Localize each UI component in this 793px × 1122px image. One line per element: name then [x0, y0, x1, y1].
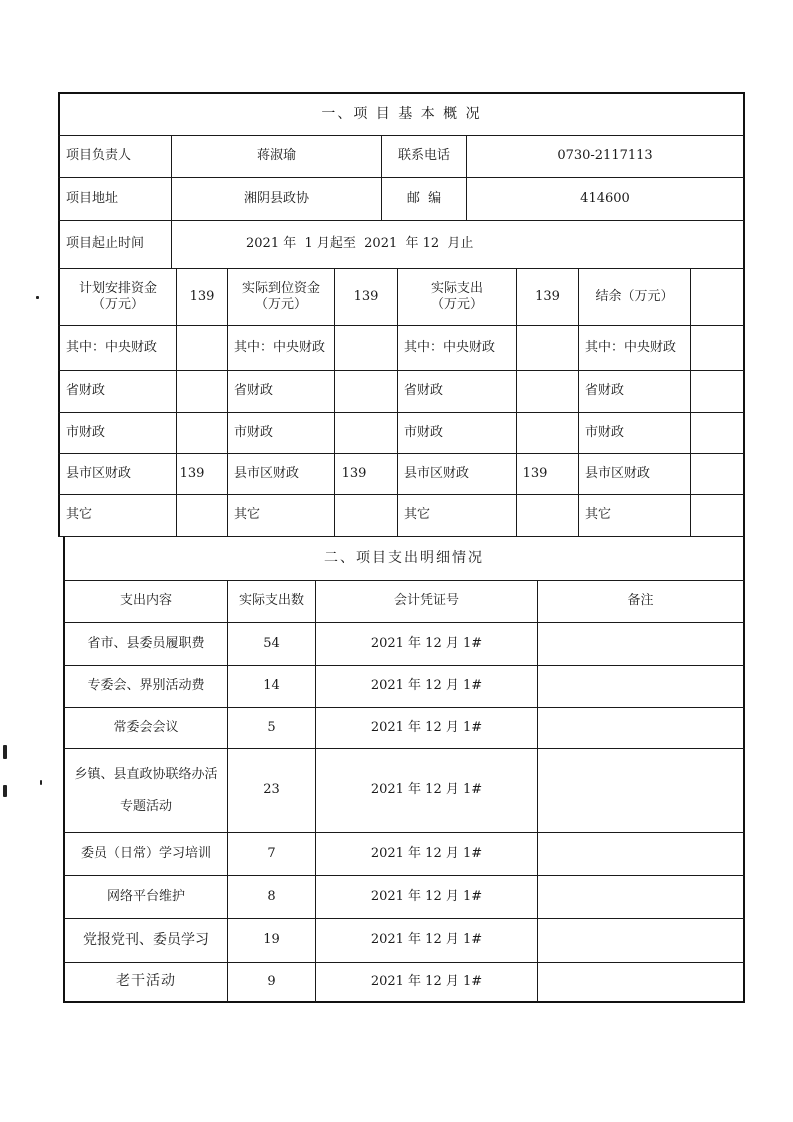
detail-row-6-content: 网络平台维护 — [106, 888, 185, 904]
detail-row-8-content: 老干活动 — [116, 973, 176, 990]
received-funds-value: 139 — [353, 288, 379, 304]
detail-row-4-content — [65, 749, 227, 832]
funds-row-province-c1: 省财政 — [66, 383, 106, 399]
detail-row-3-amount: 5 — [267, 719, 276, 735]
funds-row-county-v3: 139 — [522, 465, 548, 481]
funds-row-county-c1: 县市区财政 — [66, 465, 132, 481]
funds-row-city-c3: 市财政 — [404, 424, 444, 440]
detail-row-8-amount: 9 — [267, 973, 276, 989]
detail-row-3-content: 常委会会议 — [113, 719, 179, 735]
funds-row-city-c1: 市财政 — [66, 424, 106, 440]
detail-row-7-amount: 19 — [263, 932, 280, 948]
header-content: 支出内容 — [119, 593, 172, 609]
funds-row-county-c4: 县市区财政 — [585, 465, 651, 481]
scan-speck — [40, 780, 42, 785]
planned-funds-label — [60, 269, 176, 325]
funds-row-central-c3: 其中：中央财政 — [404, 339, 496, 355]
spent-funds-value: 139 — [535, 288, 560, 304]
spent-funds-label-line1: 实际支出 — [430, 280, 483, 296]
funds-row-central-c2: 其中：中央财政 — [234, 339, 326, 355]
detail-row-2-amount: 14 — [263, 678, 280, 694]
period-label: 项目起止时间 — [66, 236, 145, 252]
funds-row-other-c1: 其它 — [66, 507, 93, 523]
funds-row-other-c2: 其它 — [234, 507, 261, 523]
funds-row-province-c3: 省财政 — [404, 383, 444, 399]
header-amount: 实际支出数 — [238, 593, 304, 609]
period-value: 2021 年 1 月起至 2021 年 12 月止 — [246, 236, 474, 252]
detail-row-4-voucher: 2021 年 12 月 1# — [370, 782, 483, 798]
detail-row-5-voucher: 2021 年 12 月 1# — [370, 845, 483, 861]
funds-row-province-c2: 省财政 — [234, 383, 274, 399]
postcode-label: 邮 编 — [406, 190, 442, 206]
phone-label: 联系电话 — [397, 148, 450, 164]
detail-row-4-amount: 23 — [263, 782, 280, 798]
detail-row-7-voucher: 2021 年 12 月 1# — [370, 932, 483, 948]
postcode-value: 414600 — [580, 190, 630, 206]
spent-funds-label-line2: （万元） — [430, 297, 483, 312]
funds-row-other-c4: 其它 — [585, 507, 612, 523]
detail-row-6-amount: 8 — [267, 888, 276, 904]
detail-row-1-content: 省市、县委员履职费 — [87, 635, 205, 651]
scan-speck — [3, 745, 7, 759]
section-1-title: 一、项 目 基 本 概 况 — [321, 105, 482, 122]
rule — [690, 268, 691, 536]
table-border-bottom — [63, 1001, 745, 1003]
leader-label: 项目负责人 — [66, 148, 132, 164]
funds-row-other-c3: 其它 — [404, 507, 431, 523]
planned-funds-label-line1: 计划安排资金 — [78, 280, 157, 296]
detail-row-3-voucher: 2021 年 12 月 1# — [370, 719, 483, 735]
planned-funds-value: 139 — [189, 288, 215, 304]
funds-row-province-c4: 省财政 — [585, 383, 625, 399]
section-2-title: 二、项目支出明细情况 — [324, 549, 484, 566]
detail-row-6-voucher: 2021 年 12 月 1# — [370, 888, 483, 904]
table-border-right — [743, 92, 745, 1002]
leader-value: 蒋淑瑜 — [256, 148, 296, 164]
planned-funds-label-line2: （万元） — [91, 297, 144, 312]
phone-value: 0730-2117113 — [557, 148, 653, 164]
detail-row-2-voucher: 2021 年 12 月 1# — [370, 678, 483, 694]
funds-row-city-c2: 市财政 — [234, 424, 274, 440]
scan-speck — [3, 785, 7, 797]
balance-label: 结余（万元） — [595, 288, 674, 304]
funds-row-county-c3: 县市区财政 — [404, 465, 470, 481]
detail-row-8-voucher: 2021 年 12 月 1# — [370, 973, 483, 989]
funds-row-central-c4: 其中：中央财政 — [585, 339, 677, 355]
rule — [171, 220, 172, 268]
detail-row-5-content: 委员（日常）学习培训 — [80, 845, 211, 861]
detail-row-1-amount: 54 — [263, 635, 280, 651]
received-funds-label-line2: （万元） — [254, 297, 307, 312]
detail-row-2-content: 专委会、界别活动费 — [87, 678, 205, 694]
funds-row-county-v1: 139 — [179, 465, 205, 481]
header-note: 备注 — [627, 593, 654, 609]
scan-speck — [36, 296, 39, 299]
detail-row-4-content-line1: 乡镇、县直政协联络办活 — [74, 767, 218, 783]
header-voucher: 会计凭证号 — [393, 593, 459, 609]
received-funds-label — [228, 269, 334, 325]
funds-row-county-c2: 县市区财政 — [234, 465, 300, 481]
funds-row-county-v2: 139 — [341, 465, 367, 481]
detail-row-7-content: 党报党刊、委员学习 — [83, 931, 209, 948]
rule — [537, 580, 538, 1002]
received-funds-label-line1: 实际到位资金 — [241, 280, 320, 296]
detail-row-5-amount: 7 — [267, 845, 276, 861]
address-value: 湘阴县政协 — [243, 190, 309, 206]
detail-row-4-content-line2: 专题活动 — [119, 798, 172, 814]
funds-row-city-c4: 市财政 — [585, 424, 625, 440]
detail-row-1-voucher: 2021 年 12 月 1# — [370, 635, 483, 651]
spent-funds-label — [398, 269, 516, 325]
funds-row-central-c1: 其中：中央财政 — [66, 339, 158, 355]
address-label: 项目地址 — [66, 190, 119, 206]
